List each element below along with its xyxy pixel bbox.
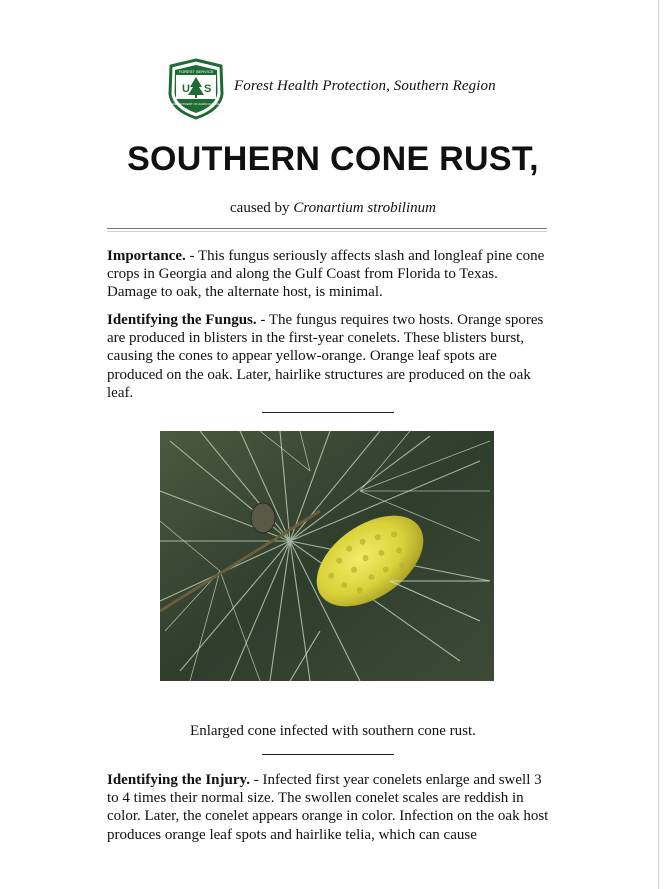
page-title: SOUTHERN CONE RUST, xyxy=(127,140,539,178)
title-divider xyxy=(107,228,547,232)
pathogen-name: Cronartium strobilinum xyxy=(293,200,436,216)
organization-name: Forest Health Protection, Southern Region xyxy=(234,77,496,94)
injury-paragraph xyxy=(107,771,549,844)
caption-divider xyxy=(262,754,394,755)
logo-letter-s: S xyxy=(204,83,212,95)
section-divider xyxy=(262,412,394,413)
fungus-text: - The fungus requires two hosts. Orange spores are produced in blisters in the first-year conelets. These blisters burst, causing the cones to appear yellow-orange. Orange leaf spots are produced on the oak. Later, hairlike structures are produced on the oak leaf. xyxy=(107,312,544,401)
subtitle-prefix: caused by xyxy=(230,200,290,216)
injury-heading: Identifying the Injury. xyxy=(107,772,250,788)
logo-top-text: FOREST SERVICE xyxy=(178,69,214,74)
importance-paragraph xyxy=(107,247,549,302)
logo-bottom-text: DEPARTMENT OF AGRICULTURE xyxy=(172,102,220,106)
page-edge xyxy=(658,0,659,889)
injury-text: - Infected first year conelets enlarge and swell 3 to 4 times their normal size. The swollen conelet scales are reddish in color. Later, the conelet appears orange in color. Infection on the oak host produces orange leaf spots and hairlike telia, which can cause xyxy=(107,772,549,843)
fungus-paragraph xyxy=(107,311,549,402)
subtitle xyxy=(0,200,666,217)
forest-service-shield-logo xyxy=(166,58,226,120)
fungus-heading: Identifying the Fungus. xyxy=(107,312,257,328)
importance-heading: Importance. xyxy=(107,248,186,264)
figure-caption: Enlarged cone infected with southern cone rust. xyxy=(190,723,476,739)
infected-cone-photo xyxy=(160,431,494,681)
document-header xyxy=(166,58,496,120)
importance-text: - This fungus seriously affects slash and longleaf pine cone crops in Georgia and along the Gulf Coast from Florida to Texas. Damage to oak, the alternate host, is minimal. xyxy=(107,248,545,301)
logo-letter-u: U xyxy=(182,83,190,95)
